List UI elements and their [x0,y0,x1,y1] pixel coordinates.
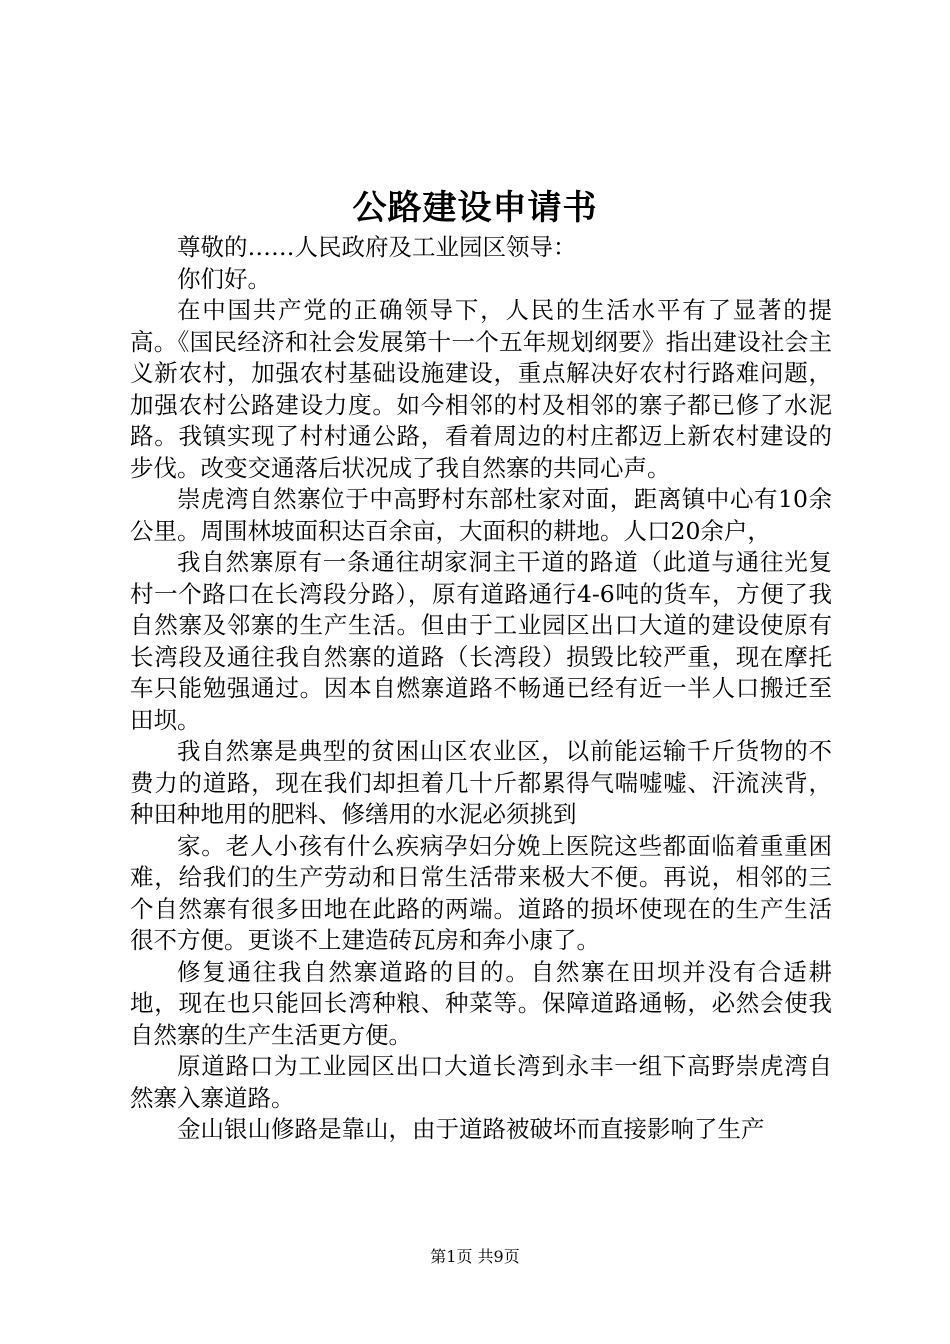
body-paragraph: 我自然寨原有一条通往胡家洞主干道的路道（此道与通往光复村一个路口在长湾段分路），原有道路通行4-6吨的货车，方便了我自然寨及邻寨的生产生活。但由于工业园区出口大道的建设使原有长湾段及通往我自然寨的道路（长湾段）损毁比较严重，现在摩托车只能勉强通过。因本自燃寨道路不畅通已经有近一半人口搬迁至田坝。 [130,548,832,734]
body-paragraph: 在中国共产党的正确领导下，人民的生活水平有了显著的提高。《国民经济和社会发展第十一个五年规划纲要》指出建设社会主义新农村，加强农村基础设施建设，重点解决好农村行路难问题，加强农村公路建设力度。如今相邻的村及相邻的寨子都已修了水泥路。我镇实现了村村通公路，看着周边的村庄都迈上新农村建设的步伐。改变交通落后状况成了我自然寨的共同心声。 [130,296,832,482]
greeting-paragraph: 你们好。 [177,264,271,293]
body-paragraph: 家。老人小孩有什么疾病孕妇分娩上医院这些都面临着重重困难，给我们的生产劳动和日常生活带来极大不便。再说，相邻的三个自然寨有很多田地在此路的两端。道路的损坏使现在的生产生活很不方便。更谈不上建造砖瓦房和奔小康了。 [130,831,832,954]
body-paragraph: 金山银山修路是靠山，由于道路被破坏而直接影响了生产 [177,1115,765,1143]
body-paragraph: 修复通往我自然寨道路的目的。自然寨在田坝并没有合适耕地，现在也只能回长湾种粮、种菜等。保障道路通畅，必然会使我自然寨的生产生活更方便。 [130,957,832,1049]
body-paragraph: 我自然寨是典型的贫困山区农业区，以前能运输千斤货物的不费力的道路，现在我们却担着几十斤都累得气喘嘘嘘、汗流浃背，种田种地用的肥料、修缮用的水泥必须挑到 [130,737,832,828]
page-number-footer: 第1页 共9页 [430,1247,520,1266]
document-body [130,232,832,1146]
body-paragraph: 原道路口为工业园区出口大道长湾到永丰一组下高野崇虎湾自然寨入寨道路。 [130,1052,832,1112]
body-paragraph: 崇虎湾自然寨位于中高野村东部杜家对面，距离镇中心有10余公里。周围林坡面积达百余亩，大面积的耕地。人口20余户， [130,485,832,545]
salutation-paragraph: 尊敬的……人民政府及工业园区领导： [177,233,577,261]
document-title: 公路建设申请书 [352,188,598,228]
